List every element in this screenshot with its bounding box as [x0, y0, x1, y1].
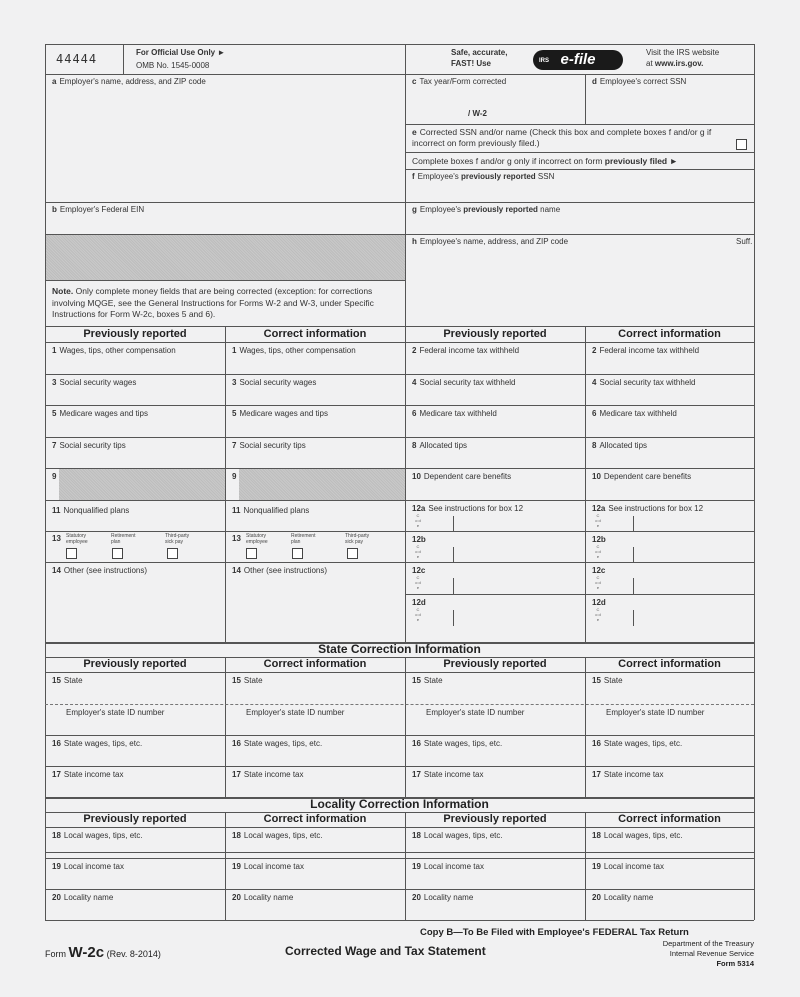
box-5-correct: 5 Medicare wages and tips: [232, 409, 328, 418]
box-3-prev: 3 Social security wages: [52, 378, 137, 387]
rule: [754, 44, 755, 852]
irs-efile-logo: IRS e-file: [533, 50, 623, 70]
retirement-checkbox[interactable]: [112, 548, 123, 559]
rule: [45, 889, 754, 890]
box-5-prev: 5 Medicare wages and tips: [52, 409, 148, 418]
header-prev-2: Previously reported: [443, 328, 547, 340]
complete-fg-note: Complete boxes f and/or g only if incorrect on form previously filed ►: [412, 156, 678, 166]
box-16-correct: 16 State wages, tips, etc.: [232, 739, 323, 748]
box-20-correct: 20 Locality name: [592, 893, 654, 902]
rule: [585, 657, 586, 797]
state-id-prev: Employer's state ID number: [426, 708, 525, 717]
visit-line1: Visit the IRS website: [646, 48, 720, 57]
rule: [585, 812, 586, 920]
rule: [45, 766, 754, 767]
safe-line2: FAST! Use: [451, 59, 492, 68]
box-4-correct: 4 Social security tax withheld: [592, 378, 696, 387]
box-6-correct: 6 Medicare tax withheld: [592, 409, 677, 418]
box-8-correct: 8 Allocated tips: [592, 441, 648, 450]
box-12a-correct: 12a See instructions for box 12: [592, 504, 704, 513]
box-1-prev: 1 Wages, tips, other compensation: [52, 346, 176, 355]
irs-service: Internal Revenue Service: [669, 949, 754, 958]
rule: [45, 374, 754, 375]
rule: [45, 852, 46, 920]
rule: [45, 858, 754, 859]
box-9-prev: 9: [52, 472, 57, 481]
header-prev-1: Previously reported: [83, 328, 187, 340]
state-id-correct: Employer's state ID number: [246, 708, 345, 717]
rule: [45, 437, 754, 438]
box-f-label: f Employee's previously reported SSN: [412, 172, 555, 181]
rule: [405, 594, 754, 595]
box-10-prev: 10 Dependent care benefits: [412, 472, 512, 481]
box-20-prev: 20 Locality name: [52, 893, 114, 902]
thirdparty-checkbox[interactable]: [167, 548, 178, 559]
rule: [45, 920, 754, 921]
code-label: C o d e: [415, 575, 421, 590]
omb-number: OMB No. 1545-0008: [136, 61, 210, 70]
rule: [45, 500, 754, 501]
rule: [754, 852, 755, 920]
box-17-prev: 17 State income tax: [52, 770, 124, 779]
box-12a-prev: 12a See instructions for box 12: [412, 504, 524, 513]
form-designation: Form W-2c (Rev. 8-2014): [45, 944, 161, 961]
box-g-label: g Employee's previously reported name: [412, 205, 561, 214]
box-13-thirdparty-label: Third-party sick pay: [165, 533, 190, 545]
box-13-statutory-label: Statutory employee: [246, 533, 268, 545]
header-prev-2: Previously reported: [443, 813, 547, 825]
header-prev-1: Previously reported: [83, 658, 187, 670]
box-18-prev: 18 Local wages, tips, etc.: [52, 831, 143, 840]
box-15-correct: 15 State: [232, 676, 263, 685]
rule: [45, 405, 754, 406]
box-13-statutory-label: Statutory employee: [66, 533, 88, 545]
box-2-prev: 2 Federal income tax withheld: [412, 346, 520, 355]
box-16-prev: 16 State wages, tips, etc.: [52, 739, 143, 748]
box-20-correct: 20 Locality name: [232, 893, 294, 902]
locality-section-title: Locality Correction Information: [310, 797, 489, 811]
header-correct-2: Correct information: [618, 328, 721, 340]
rule: [585, 74, 586, 124]
box-13-retirement-label: Retirement plan: [291, 533, 316, 545]
header-correct-1: Correct information: [263, 658, 367, 670]
rule: [453, 547, 454, 562]
box-a-label: a Employer's name, address, and ZIP code: [52, 77, 206, 86]
thirdparty-checkbox[interactable]: [347, 548, 358, 559]
form-number: Form 5314: [716, 959, 754, 968]
rule: [45, 852, 754, 853]
rule: [225, 657, 226, 797]
copy-b-line: Copy B—To Be Filed with Employee's FEDERAL Tax Return: [420, 927, 689, 938]
code-label: C o d e: [415, 607, 421, 622]
box-9-shade: [59, 469, 225, 500]
code-label: C o d e: [595, 607, 601, 622]
header-correct-1: Correct information: [263, 328, 367, 340]
box-16-correct: 16 State wages, tips, etc.: [592, 739, 683, 748]
state-section-title: State Correction Information: [318, 642, 481, 656]
rule: [453, 516, 454, 531]
box-d-label: d Employee's correct SSN: [592, 77, 687, 86]
box-16-prev: 16 State wages, tips, etc.: [412, 739, 503, 748]
box-6-prev: 6 Medicare tax withheld: [412, 409, 497, 418]
box-h-label: h Employee's name, address, and ZIP code: [412, 237, 569, 246]
rule: [45, 44, 46, 852]
note-text: Note. Only complete money fields that are being corrected (exception: for corrections involving MQGE, see the General Instructions for Forms W-2 and W-3, under Specific Instructions for Form W-2c, boxes 5 and 6).: [52, 286, 374, 319]
official-use: For Official Use Only ►: [136, 48, 226, 57]
rule: [633, 578, 634, 594]
rule: [633, 516, 634, 531]
rule: [453, 610, 454, 626]
box-18-correct: 18 Local wages, tips, etc.: [232, 831, 323, 840]
box-13-retirement-label: Retirement plan: [111, 533, 136, 545]
rule: [45, 342, 754, 343]
box-15-correct: 15 State: [592, 676, 623, 685]
rule: [123, 44, 124, 74]
box-1-correct: 1 Wages, tips, other compensation: [232, 346, 356, 355]
box-8-prev: 8 Allocated tips: [412, 441, 468, 450]
box-12c-correct: 12c: [592, 566, 606, 575]
header-prev-1: Previously reported: [83, 813, 187, 825]
rule: [405, 812, 406, 920]
box-7-correct: 7 Social security tips: [232, 441, 306, 450]
code-label: C o d e: [415, 513, 421, 528]
box-17-correct: 17 State income tax: [232, 770, 304, 779]
box-15-prev: 15 State: [412, 676, 443, 685]
box-11-correct: 11 Nonqualified plans: [232, 506, 310, 515]
box-19-correct: 19 Local income tax: [592, 862, 664, 871]
box-b-label: b Employer's Federal EIN: [52, 205, 145, 214]
state-id-correct: Employer's state ID number: [606, 708, 705, 717]
box-c-label: c Tax year/Form corrected: [412, 77, 507, 86]
state-id-prev: Employer's state ID number: [66, 708, 165, 717]
box-18-prev: 18 Local wages, tips, etc.: [412, 831, 503, 840]
box-4-prev: 4 Social security tax withheld: [412, 378, 516, 387]
box-12b-correct: 12b: [592, 535, 606, 544]
box-13-correct: 13: [232, 534, 241, 543]
box-20-prev: 20 Locality name: [412, 893, 474, 902]
dept-treasury: Department of the Treasury: [662, 939, 754, 948]
box-15-prev: 15 State: [52, 676, 83, 685]
box-13-prev: 13: [52, 534, 61, 543]
box-12c-prev: 12c: [412, 566, 426, 575]
rule: [405, 152, 754, 153]
box-10-correct: 10 Dependent care benefits: [592, 472, 692, 481]
rule: [45, 827, 754, 828]
rule: [405, 657, 406, 797]
w2c-form: [45, 44, 754, 902]
box-11-prev: 11 Nonqualified plans: [52, 506, 130, 515]
box-2-correct: 2 Federal income tax withheld: [592, 346, 700, 355]
box-e-label: e Corrected SSN and/or name (Check this box and complete boxes f and/or g if incorrect on form previously filed.): [412, 127, 712, 148]
statutory-checkbox[interactable]: [66, 548, 77, 559]
rule: [633, 547, 634, 562]
box-19-correct: 19 Local income tax: [232, 862, 304, 871]
rule: [45, 562, 754, 563]
form-code: 44444: [56, 52, 98, 66]
statutory-checkbox[interactable]: [246, 548, 257, 559]
code-label: C o d e: [595, 575, 601, 590]
box-18-correct: 18 Local wages, tips, etc.: [592, 831, 683, 840]
rule: [45, 672, 754, 673]
box-h-suffix: Suff.: [736, 237, 753, 246]
code-label: C o d e: [415, 544, 421, 559]
box-7-prev: 7 Social security tips: [52, 441, 126, 450]
rule: [633, 610, 634, 626]
rule: [453, 578, 454, 594]
header-prev-2: Previously reported: [443, 658, 547, 670]
box-12b-prev: 12b: [412, 535, 426, 544]
box-12d-prev: 12d: [412, 598, 426, 607]
shaded-area: [46, 235, 405, 280]
box-3-correct: 3 Social security wages: [232, 378, 317, 387]
header-correct-2: Correct information: [618, 813, 721, 825]
rule: [45, 280, 405, 281]
code-label: C o d e: [595, 544, 601, 559]
rule: [45, 735, 754, 736]
box-14-correct: 14 Other (see instructions): [232, 566, 328, 575]
rule: [45, 44, 754, 45]
box-19-prev: 19 Local income tax: [412, 862, 484, 871]
box-c-form: / W-2: [468, 109, 487, 118]
safe-line1: Safe, accurate,: [451, 48, 508, 57]
rule: [45, 704, 754, 705]
box-e-checkbox[interactable]: [736, 139, 747, 150]
box-13-thirdparty-label: Third-party sick pay: [345, 533, 370, 545]
code-label: C o d e: [595, 513, 601, 528]
box-14-prev: 14 Other (see instructions): [52, 566, 148, 575]
visit-line2: at www.irs.gov.: [646, 59, 704, 68]
box-17-correct: 17 State income tax: [592, 770, 664, 779]
box-17-prev: 17 State income tax: [412, 770, 484, 779]
rule: [225, 812, 226, 920]
rule: [45, 326, 754, 327]
box-9-shade: [239, 469, 405, 500]
form-title: Corrected Wage and Tax Statement: [285, 944, 486, 958]
box-19-prev: 19 Local income tax: [52, 862, 124, 871]
box-9-correct: 9: [232, 472, 237, 481]
box-12d-correct: 12d: [592, 598, 606, 607]
retirement-checkbox[interactable]: [292, 548, 303, 559]
header-correct-2: Correct information: [618, 658, 721, 670]
header-correct-1: Correct information: [263, 813, 367, 825]
rule: [45, 531, 754, 532]
